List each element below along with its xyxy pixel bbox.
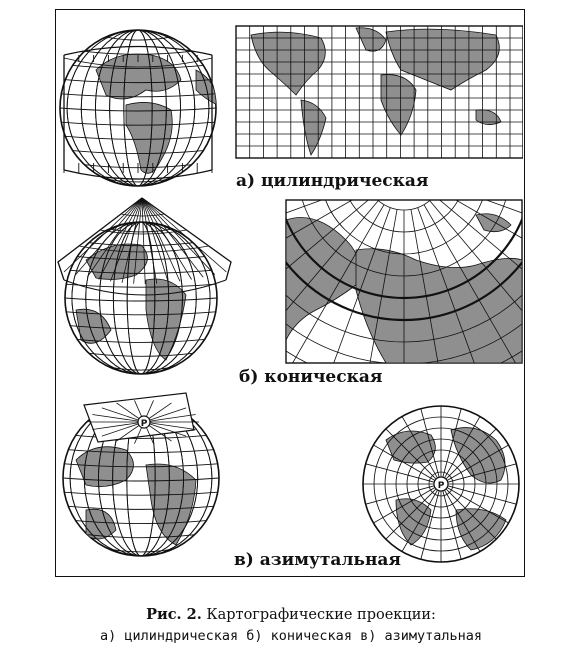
label-conic: б) коническая (239, 367, 383, 387)
projections-illustration (56, 10, 523, 575)
panel-b-globe-cone (58, 198, 231, 374)
panel-c-globe-plane (63, 393, 219, 556)
panel-c-azimuthal-map (361, 404, 521, 564)
panel-a-flat-map (236, 26, 523, 158)
caption-line-2: а) цилиндрическая б) коническая в) азимутальная (99, 628, 482, 644)
pole-marker-globe: P (140, 419, 148, 429)
caption-title: Картографические проекции: (206, 607, 436, 623)
panel-a-globe-cylinder (60, 30, 218, 186)
figure-frame (55, 9, 525, 577)
label-azimuthal: в) азимутальная (234, 550, 401, 570)
label-cylindrical: а) цилиндрическая (236, 171, 429, 191)
pole-marker-map: P (437, 481, 445, 491)
caption-figure-number: Рис. 2. (146, 606, 202, 623)
figure-caption (0, 604, 582, 647)
